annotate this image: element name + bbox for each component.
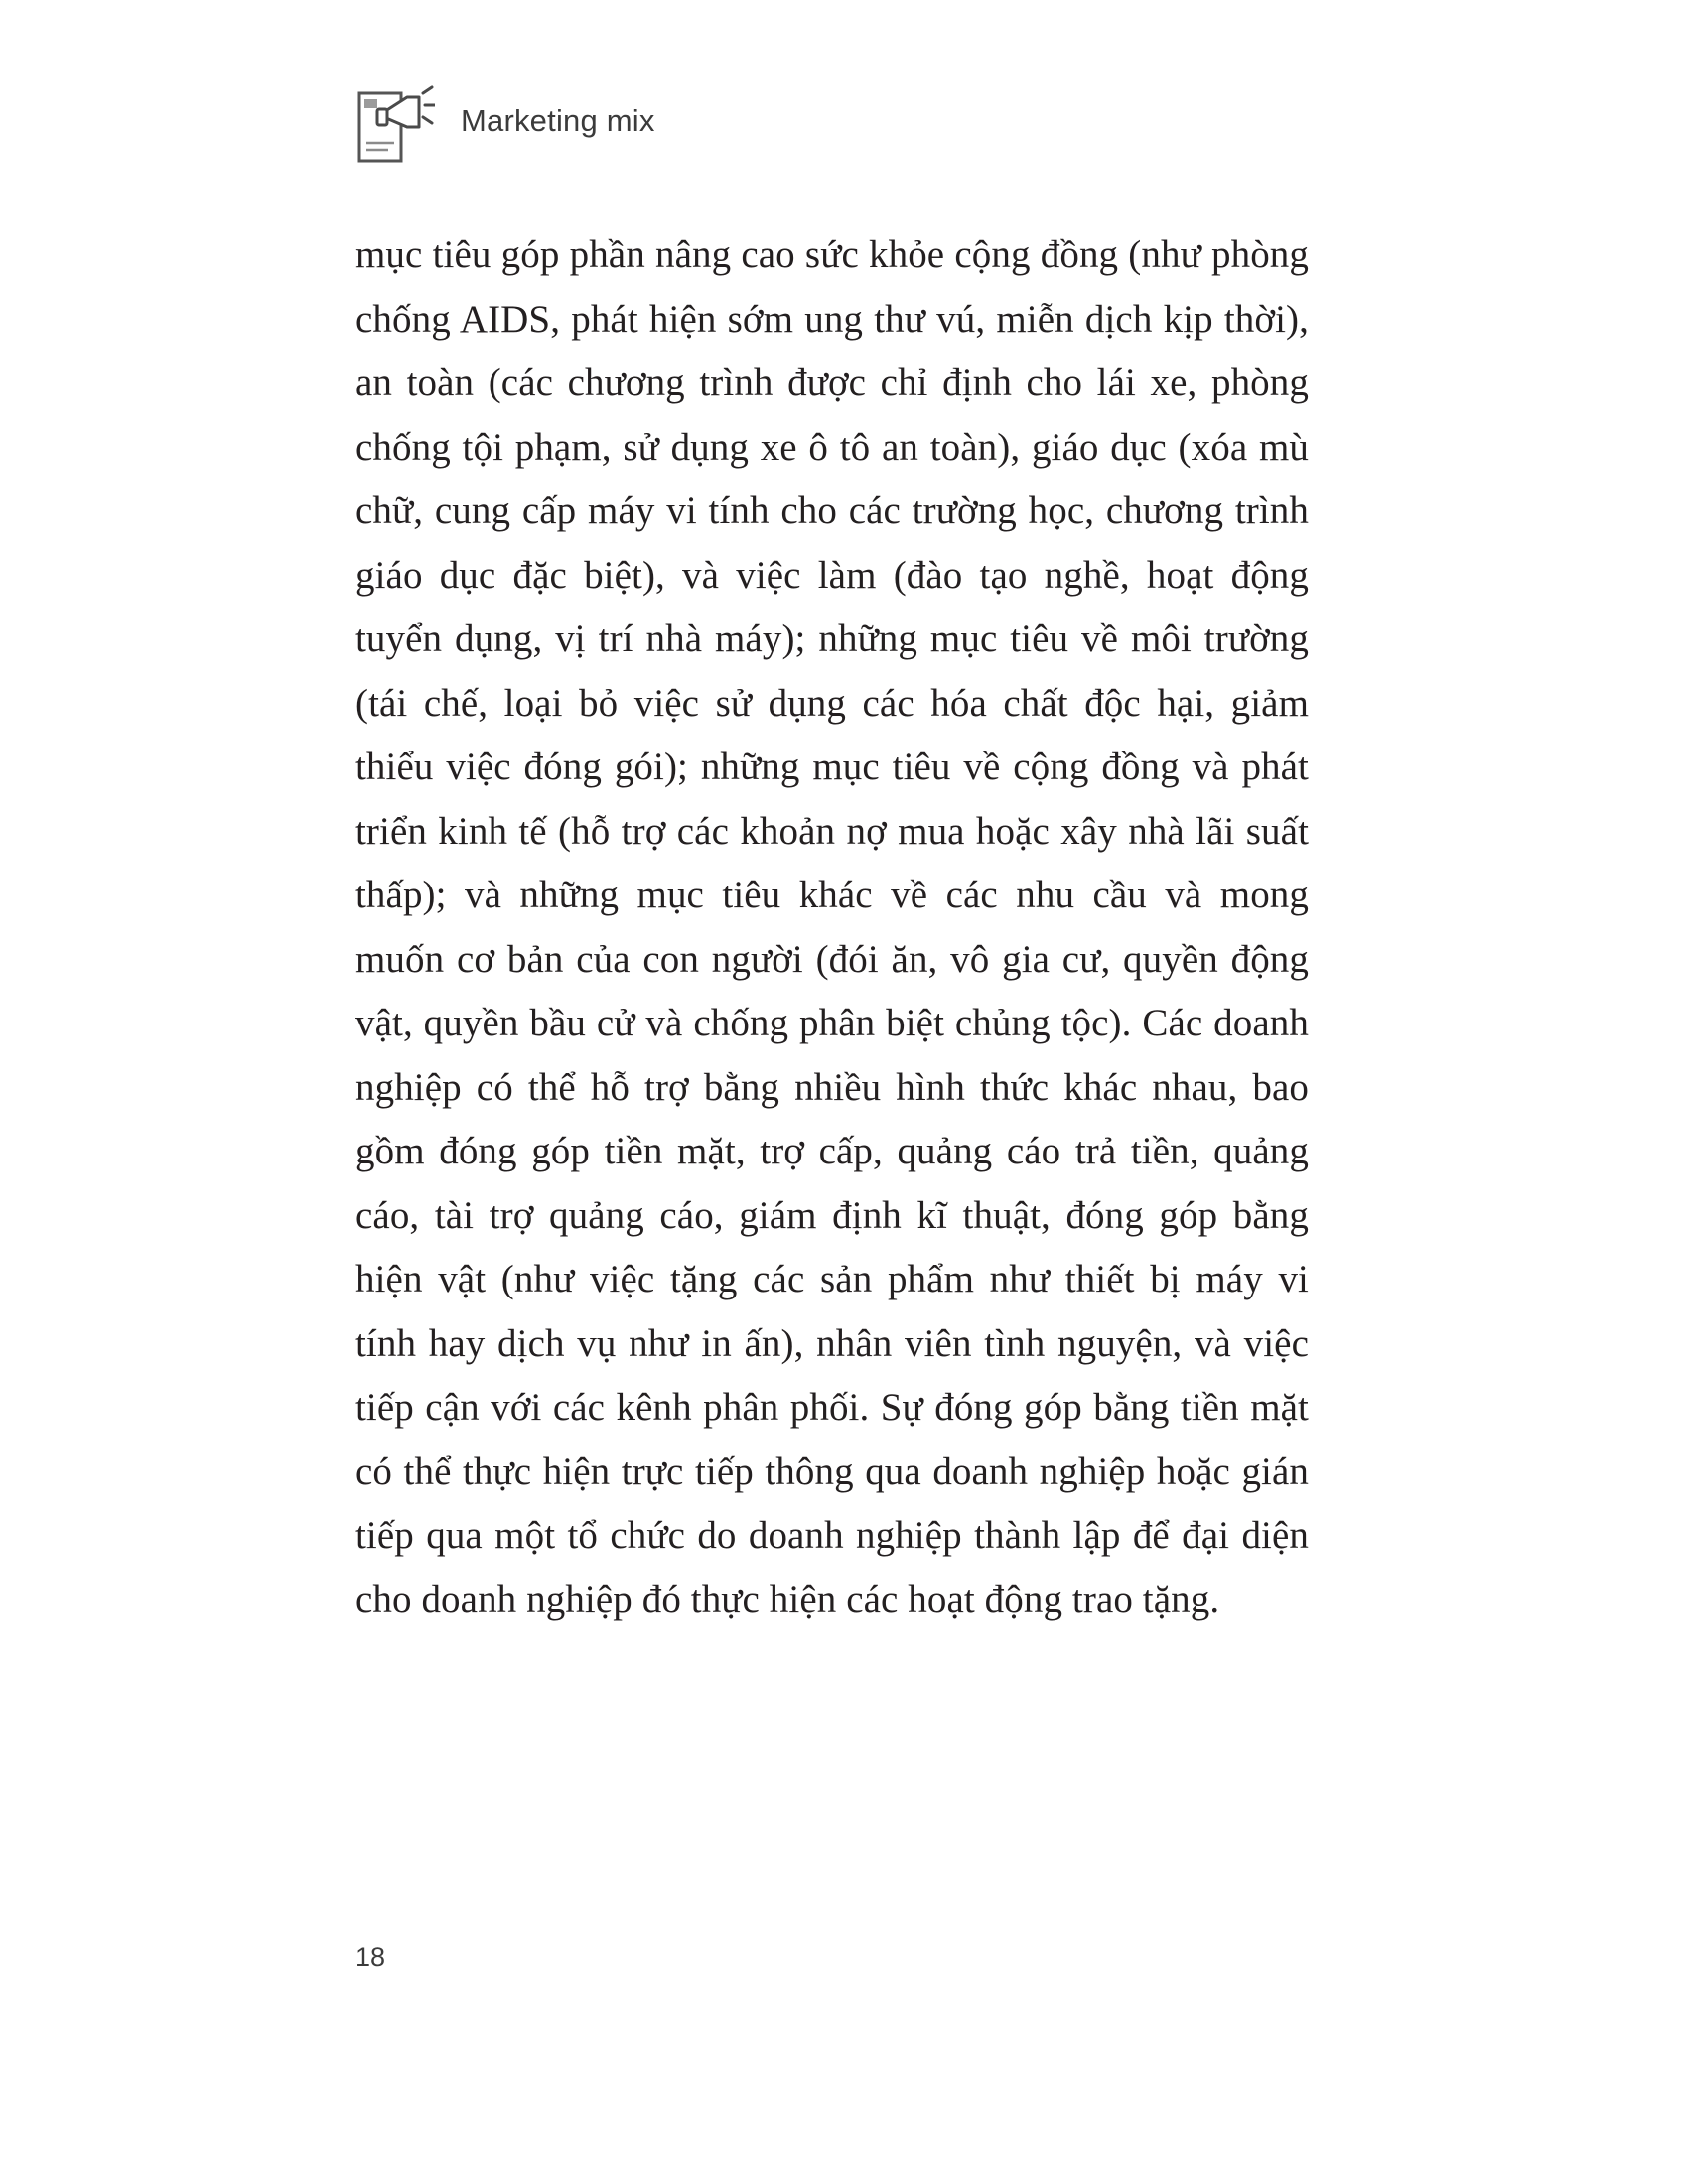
megaphone-document-icon <box>350 71 435 171</box>
page-header <box>350 71 655 171</box>
page-number: 18 <box>355 1942 386 1972</box>
body-paragraph: mục tiêu góp phần nâng cao sức khỏe cộng đồng (như phòng chống AIDS, phát hiện sớm ung thư vú, miễn dịch kịp thời), an toàn (các chương trình được chỉ định cho lái xe, phòng chống tội phạm, sử dụng xe ô tô an toàn), giáo dục (xóa mù chữ, cung cấp máy vi tính cho các trường học, chương trình giáo dục đặc biệt), và việc làm (đào tạo nghề, hoạt động tuyển dụng, vị trí nhà máy); những mục tiêu về môi trường (tái chế, loại bỏ việc sử dụng các hóa chất độc hại, giảm thiểu việc đóng gói); những mục tiêu về cộng đồng và phát triển kinh tế (hỗ trợ các khoản nợ mua hoặc xây nhà lãi suất thấp); và những mục tiêu khác về các nhu cầu và mong muốn cơ bản của con người (đói ăn, vô gia cư, quyền động vật, quyền bầu cử và chống phân biệt chủng tộc). Các doanh nghiệp có thể hỗ trợ bằng nhiều hình thức khác nhau, bao gồm đóng góp tiền mặt, trợ cấp, quảng cáo trả tiền, quảng cáo, tài trợ quảng cáo, giám định kĩ thuật, đóng góp bằng hiện vật (như việc tặng các sản phẩm như thiết bị máy vi tính hay dịch vụ như in ấn), nhân viên tình nguyện, và việc tiếp cận với các kênh phân phối. Sự đóng góp bằng tiền mặt có thể thực hiện trực tiếp thông qua doanh nghiệp hoặc gián tiếp qua một tổ chức do doanh nghiệp thành lập để đại diện cho doanh nghiệp đó thực hiện các hoạt động trao tặng. <box>355 233 1309 1621</box>
page-content <box>355 223 1309 1632</box>
header-title: Marketing mix <box>461 103 655 138</box>
